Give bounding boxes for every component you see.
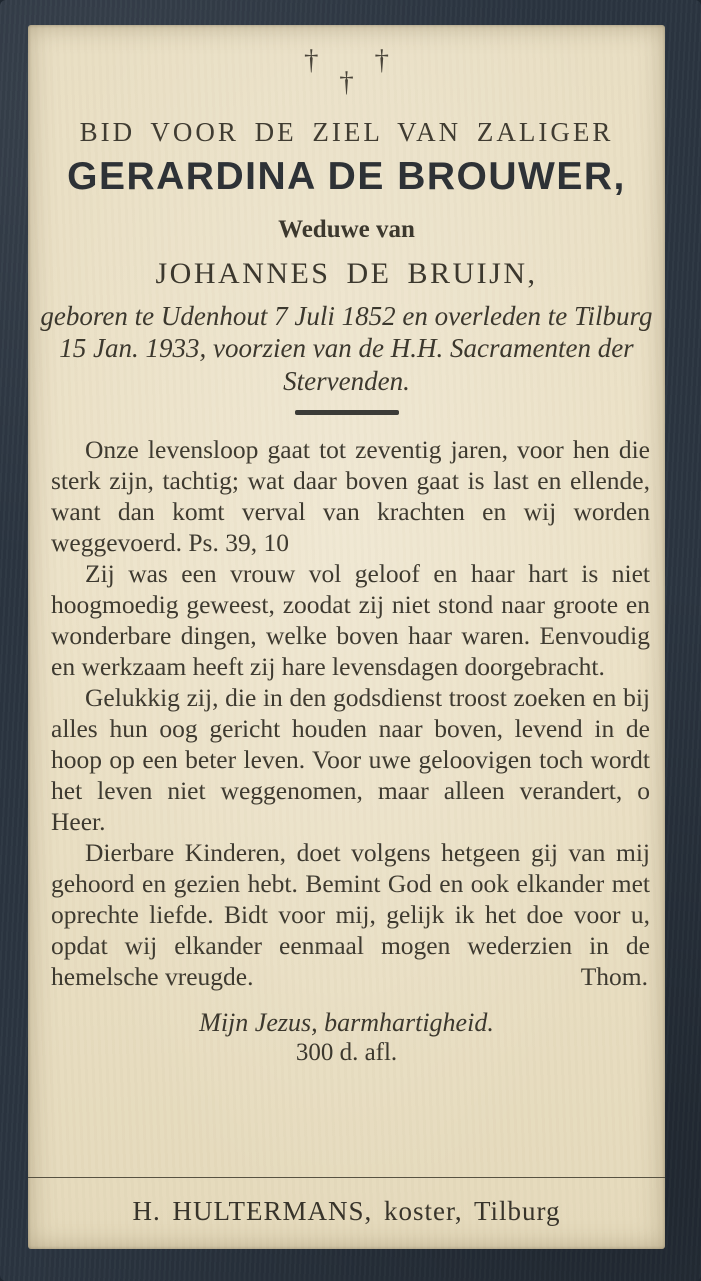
separator-rule bbox=[295, 410, 399, 415]
cross-icon: † bbox=[374, 44, 389, 76]
life-dates: geboren te Udenhout 7 Juli 1852 en overleden te Tilburg 15 Jan. 1933, voorzien van de H.H. Sacramenten der Stervenden. bbox=[40, 301, 653, 396]
spouse-name: JOHANNES DE BRUIJN, bbox=[155, 257, 538, 290]
obituary-paragraph: Gelukkig zij, die in den godsdienst troost zoeken en bij alles hun oog gericht houden naar boven, levend in de hoop op een beter leven. Voor uwe geloovigen toch wordt het leven niet weggenomen, maar alleen verandert, o Heer. bbox=[51, 682, 650, 836]
cross-icon: † bbox=[304, 44, 319, 76]
indulgence-line: 300 d. afl. bbox=[295, 1038, 398, 1066]
deceased-name: GERARDINA DE BROUWER, bbox=[67, 155, 626, 198]
obituary-paragraph bbox=[51, 838, 650, 993]
relation-line: Weduwe van bbox=[278, 216, 415, 243]
obituary-paragraph: Zij was een vrouw vol geloof en haar hart is niet hoogmoedig geweest, zoodat zij niet stond naar groote en wonderbare dingen, welke boven haar waren. Eenvoudig en werkzaam heeft zij hare levensdagen doorgebracht. bbox=[51, 559, 650, 681]
memorial-crosses bbox=[28, 46, 665, 97]
cross-row-bottom bbox=[28, 68, 665, 97]
obituary-text bbox=[28, 435, 665, 992]
intro-line: BID VOOR DE ZIEL VAN ZALIGER bbox=[79, 117, 614, 147]
publisher-line: H. HULTERMANS, koster, Tilburg bbox=[132, 1196, 561, 1226]
cross-icon: † bbox=[339, 66, 354, 98]
footer-divider bbox=[28, 1177, 665, 1178]
attribution-source: Thom. bbox=[580, 961, 648, 991]
prayer-card-paper bbox=[28, 25, 665, 1249]
obituary-paragraph-text: Dierbare Kinderen, doet volgens hetgeen gij van mij gehoord en gezien hebt. Bemint God en ook elkander met oprechte liefde. Bidt voor mij, gelijk ik het doe voor u, opdat wij elkander eenmaal mogen wederzien in de hemelsche vreugde. bbox=[51, 837, 650, 991]
obituary-paragraph: Onze levensloop gaat tot zeventig jaren, voor hen die sterk zijn, tachtig; wat daar boven gaat is last en ellende, want dan komt verval van krachten en wij worden weggevoerd. Ps. 39, 10 bbox=[51, 435, 650, 558]
prayer-line: Mijn Jezus, barmhartigheid. bbox=[199, 1007, 494, 1037]
